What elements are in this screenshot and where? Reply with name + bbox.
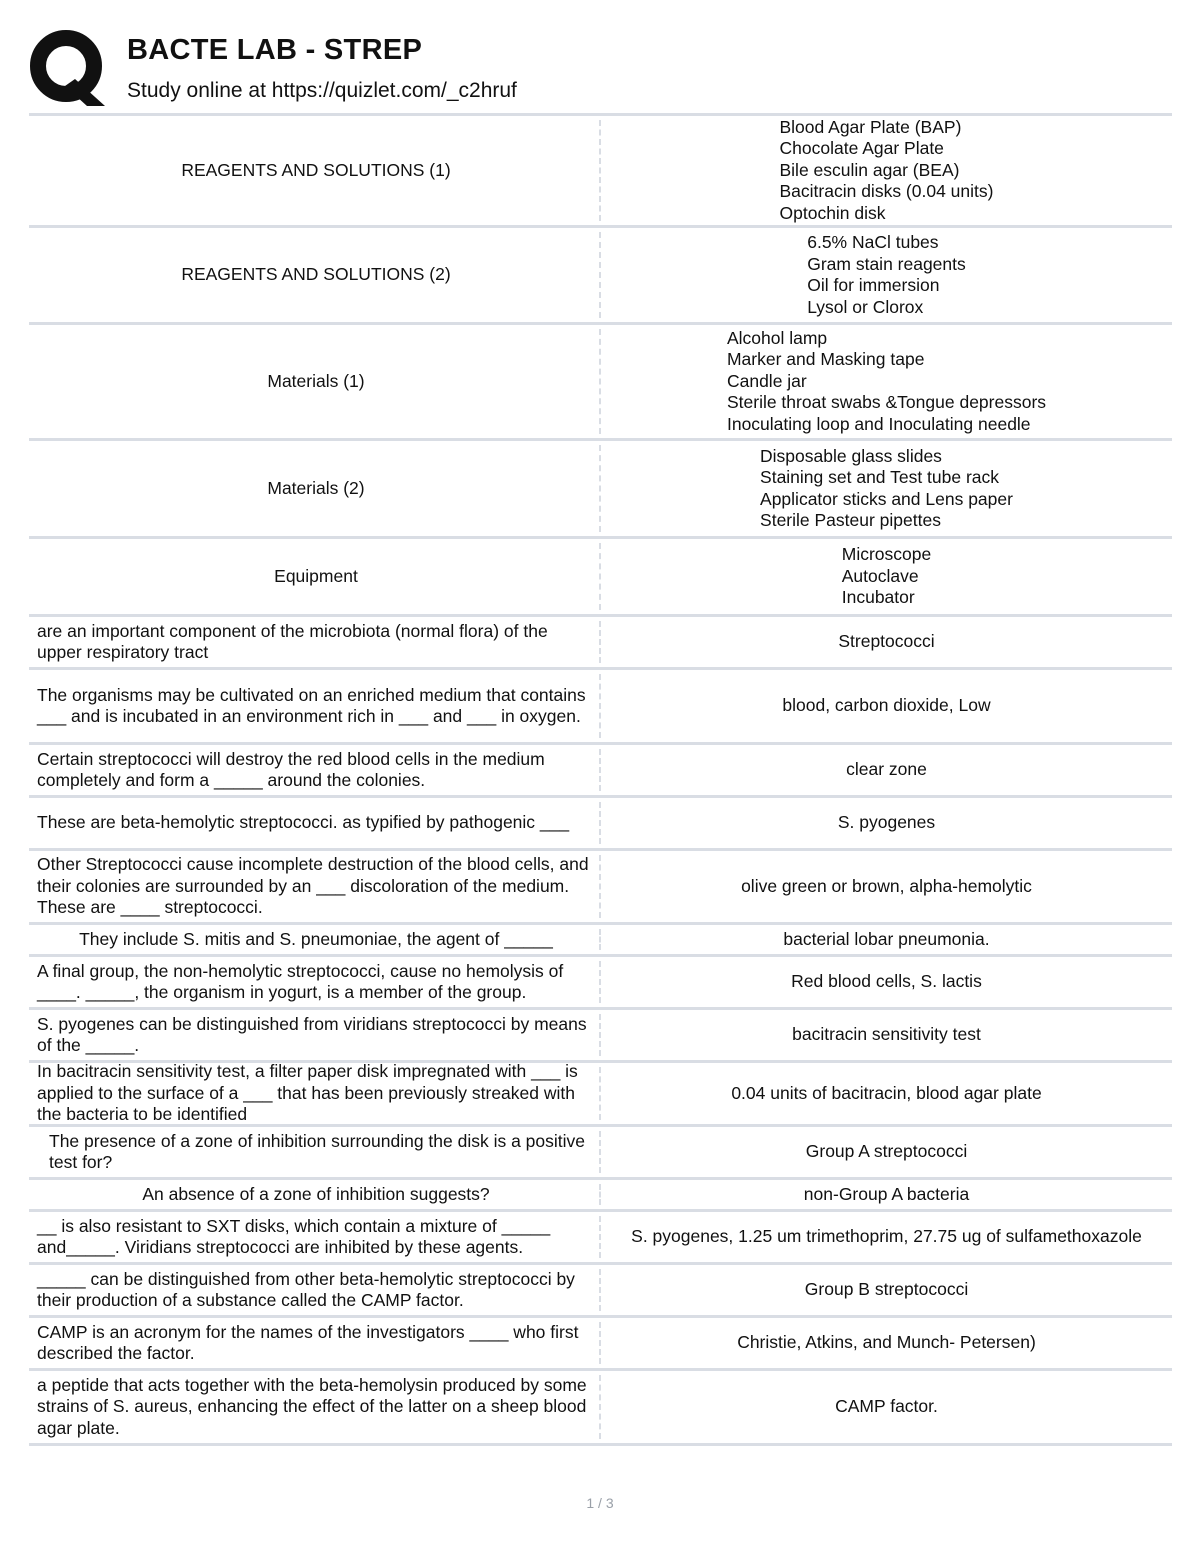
card-row — [29, 957, 1172, 1010]
card-term — [29, 539, 599, 614]
card-term-text: Materials (2) — [267, 477, 365, 498]
card-term-text: Equipment — [274, 565, 358, 586]
card-row — [29, 1010, 1172, 1063]
card-term-text: Materials (1) — [267, 370, 365, 391]
card-definition — [601, 745, 1172, 795]
card-term-text: In bacitracin sensitivity test, a filter paper disk impregnated with ___ is applied to the surface of a ___ that has been previously streaked with the bacteria to be identified — [37, 1061, 578, 1125]
card-term — [29, 851, 599, 922]
card-term-text: The organisms may be cultivated on an enriched medium that contains ___ and is incubated in an environment rich in ___ and ___ in oxygen. — [37, 684, 586, 726]
card-definition — [601, 1212, 1172, 1262]
card-term — [29, 116, 599, 225]
card-row — [29, 539, 1172, 617]
card-term — [29, 1010, 599, 1060]
card-definition-text: Red blood cells, S. lactis — [791, 971, 982, 992]
card-definition-text: Disposable glass slides Staining set and Test tube rack Applicator sticks and Lens paper Sterile Pasteur pipettes — [760, 445, 1013, 530]
card-term — [29, 798, 599, 848]
card-definition-text: blood, carbon dioxide, Low — [782, 695, 991, 716]
card-row — [29, 617, 1172, 670]
card-term-text: a peptide that acts together with the beta-hemolysin produced by some strains of S. aureus, enhancing the effect of the latter on a sheep blood agar plate. — [37, 1374, 587, 1438]
card-row — [29, 925, 1172, 957]
card-term — [29, 617, 599, 667]
card-term-text: REAGENTS AND SOLUTIONS (1) — [181, 159, 451, 180]
card-definition — [601, 441, 1172, 536]
card-definition-text: Streptococci — [838, 631, 935, 652]
card-term — [29, 957, 599, 1007]
card-definition-text: bacterial lobar pneumonia. — [783, 928, 990, 949]
flashcard-table — [29, 113, 1172, 1446]
card-definition — [601, 851, 1172, 922]
card-row — [29, 1371, 1172, 1446]
card-definition-text: Christie, Atkins, and Munch- Petersen) — [737, 1332, 1036, 1353]
card-definition — [601, 617, 1172, 667]
card-definition — [601, 925, 1172, 954]
card-definition-text: Microscope Autoclave Incubator — [841, 544, 932, 608]
card-definition — [601, 798, 1172, 848]
card-term-text: _____ can be distinguished from other beta-hemolytic streptococci by their production of a substance called the CAMP factor. — [37, 1268, 575, 1310]
card-row — [29, 670, 1172, 745]
card-definition — [601, 1127, 1172, 1177]
card-term-text: REAGENTS AND SOLUTIONS (2) — [181, 264, 451, 285]
card-row — [29, 1265, 1172, 1318]
card-row — [29, 113, 1172, 228]
card-definition — [601, 1010, 1172, 1060]
card-term-text: S. pyogenes can be distinguished from viridians streptococci by means of the _____. — [37, 1013, 587, 1055]
card-definition — [601, 1180, 1172, 1209]
card-definition — [601, 539, 1172, 614]
card-definition — [601, 1318, 1172, 1368]
card-term-text: The presence of a zone of inhibition surrounding the disk is a positive test for? — [49, 1130, 586, 1172]
card-definition-text: olive green or brown, alpha-hemolytic — [741, 875, 1032, 896]
card-term — [29, 745, 599, 795]
card-definition-text: S. pyogenes, 1.25 um trimethoprim, 27.75 ug of sulfamethoxazole — [631, 1226, 1142, 1247]
card-definition — [601, 1371, 1172, 1443]
card-term-text: A final group, the non-hemolytic streptococci, cause no hemolysis of ____. _____, the organism in yogurt, is a member of the group. — [37, 960, 564, 1002]
card-definition — [601, 1063, 1172, 1124]
card-term-text: Other Streptococci cause incomplete destruction of the blood cells, and their colonies are surrounded by an ___ discoloration of the medium. These are ____ streptococci. — [37, 854, 589, 918]
card-definition-text: Blood Agar Plate (BAP) Chocolate Agar Plate Bile esculin agar (BEA) Bacitracin disks (0.04 units) Optochin disk — [779, 116, 994, 223]
card-definition-text: Group A streptococci — [805, 1141, 968, 1162]
card-term — [29, 1318, 599, 1368]
card-definition-text: CAMP factor. — [835, 1396, 938, 1417]
card-definition-text: bacitracin sensitivity test — [792, 1024, 981, 1045]
card-definition-text: 6.5% NaCl tubes Gram stain reagents Oil for immersion Lysol or Clorox — [807, 232, 966, 317]
card-definition-text: S. pyogenes — [837, 812, 936, 833]
card-term-text: __ is also resistant to SXT disks, which contain a mixture of _____ and_____. Viridians streptococci are inhibited by these agents. — [37, 1215, 551, 1257]
card-term — [29, 325, 599, 438]
card-term-text: Certain streptococci will destroy the red blood cells in the medium completely and form a _____ around the colonies. — [37, 748, 545, 790]
card-term — [29, 228, 599, 322]
card-term-text: These are beta-hemolytic streptococci. as typified by pathogenic ___ — [37, 812, 570, 833]
card-definition-text: Group B streptococci — [804, 1279, 969, 1300]
page-title: BACTE LAB - STREP — [127, 34, 423, 66]
card-term-text: They include S. mitis and S. pneumoniae, the agent of _____ — [79, 928, 553, 949]
quizlet-logo-icon — [29, 29, 107, 107]
card-definition-text: clear zone — [846, 759, 927, 780]
page-number: 1 / 3 — [586, 1495, 614, 1511]
card-row — [29, 1127, 1172, 1180]
card-row — [29, 1318, 1172, 1371]
card-term — [29, 441, 599, 536]
card-definition — [601, 325, 1172, 438]
card-row — [29, 851, 1172, 925]
study-online-link[interactable]: Study online at https://quizlet.com/_c2hruf — [127, 79, 517, 102]
card-definition-text: 0.04 units of bacitracin, blood agar plate — [731, 1082, 1042, 1103]
card-term — [29, 1180, 599, 1209]
card-term — [29, 1371, 599, 1443]
card-term-text: CAMP is an acronym for the names of the investigators ____ who first described the factor. — [37, 1321, 579, 1363]
card-definition — [601, 228, 1172, 322]
card-row — [29, 1212, 1172, 1265]
card-definition-text: non-Group A bacteria — [803, 1183, 970, 1204]
card-definition — [601, 957, 1172, 1007]
card-term-text: An absence of a zone of inhibition suggests? — [142, 1183, 490, 1204]
card-row — [29, 228, 1172, 325]
card-row — [29, 325, 1172, 441]
card-term — [29, 925, 599, 954]
card-term-text: are an important component of the microbiota (normal flora) of the upper respiratory tract — [37, 620, 548, 662]
card-row — [29, 1063, 1172, 1127]
card-row — [29, 798, 1172, 851]
card-row — [29, 441, 1172, 539]
card-definition — [601, 670, 1172, 742]
card-row — [29, 745, 1172, 798]
card-definition — [601, 116, 1172, 225]
card-term — [29, 1212, 599, 1262]
card-term — [29, 1063, 599, 1124]
card-term — [29, 1265, 599, 1315]
card-term — [29, 670, 599, 742]
card-definition-text: Alcohol lamp Marker and Masking tape Candle jar Sterile throat swabs &Tongue depressors Inoculating loop and Inoculating needle — [726, 327, 1047, 434]
card-definition — [601, 1265, 1172, 1315]
card-row — [29, 1180, 1172, 1212]
card-term — [29, 1127, 599, 1177]
